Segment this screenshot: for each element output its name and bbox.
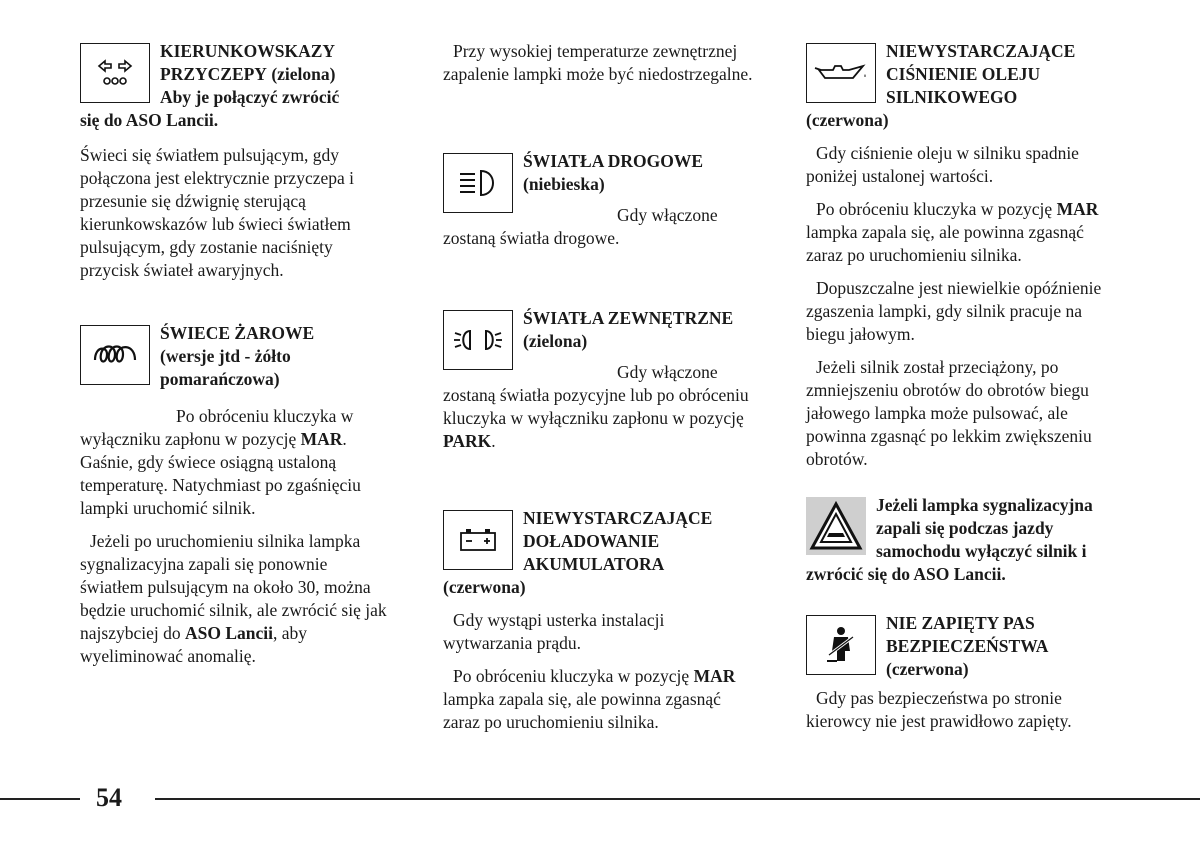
high-beam-paragraph: Gdy włączone zostaną światła drogowe.: [443, 205, 718, 248]
warning-section: [806, 494, 1120, 586]
warning-triangle-icon: [806, 497, 866, 555]
seatbelt-section: [806, 612, 1120, 743]
high-beam-title: ŚWIATŁA DROGOWE: [523, 151, 704, 171]
trailer-indicator-icon: [80, 43, 150, 103]
side-lights-paragraph: Gdy włączone zostaną światła pozycyjne lub po obróceniu kluczyka w wyłączniku zapłonu w pozycję PARK.: [443, 362, 749, 451]
high-beam-color: (niebieska): [523, 174, 605, 194]
battery-title-line2: DOŁADOWANIE: [523, 531, 660, 551]
battery-paragraph-2: Po obróceniu kluczyka w pozycję MAR lampka zapala się, ale powinna zgasnąć zaraz po uruchomieniu silnika.: [443, 666, 736, 732]
temperature-note: Przy wysokiej temperaturze zewnętrznej zapalenie lampki może być niedostrzegalne.: [443, 41, 753, 84]
battery-title-line3: AKUMULATORA: [523, 554, 665, 574]
oil-color: (czerwona): [806, 110, 889, 130]
glow-plug-title: ŚWIECE ŻAROWE: [160, 323, 315, 343]
oil-title-line1: NIEWYSTARCZAJĄCE: [886, 41, 1076, 61]
high-beam-section: [443, 150, 757, 260]
warning-text: Jeżeli lampka sygnalizacyjna zapali się podczas jazdy samochodu wyłączyć silnik i zwrócić się do ASO Lancii.: [806, 495, 1093, 584]
battery-section: [443, 507, 757, 744]
glow-plug-sub-line2: pomarańczowa): [160, 369, 280, 389]
footer-rule-left: [0, 798, 80, 800]
high-beam-icon: [443, 153, 513, 213]
trailer-note-line2: się do ASO Lancii.: [80, 110, 219, 130]
side-lights-title: ŚWIATŁA ZEWNĘTRZNE: [523, 308, 734, 328]
page-number: 54: [96, 783, 122, 812]
trailer-note-line1: Aby je połączyć zwrócić: [160, 87, 340, 107]
battery-paragraph-1: Gdy wystąpi usterka instalacji wytwarzania prądu.: [443, 610, 665, 653]
trailer-title-line1: KIERUNKOWSKAZY: [160, 41, 336, 61]
seatbelt-icon: [806, 615, 876, 675]
trailer-paragraph: Świeci się światłem pulsującym, gdy połączona jest elektrycznie przyczepa i przesunie się dźwignię sterującą kierunkowskazów lub świeci światłem pulsującym, gdy zostanie naciśnięty przycisk świateł awaryjnych.: [80, 145, 355, 280]
side-lights-section: [443, 307, 757, 463]
oil-paragraph-3: Dopuszczalne jest niewielkie opóźnienie zgaszenia lampki, gdy silnik pracuje na biegu jałowym.: [806, 278, 1102, 344]
trailer-title-line2: PRZYCZEPY: [160, 64, 267, 84]
trailer-color: (zielona): [271, 64, 336, 84]
side-lights-color: (zielona): [523, 331, 588, 351]
seatbelt-title-line2: BEZPIECZEŃSTWA: [886, 636, 1049, 656]
glow-plug-icon: [80, 325, 150, 385]
seatbelt-color: (czerwona): [886, 659, 969, 679]
battery-title-line1: NIEWYSTARCZAJĄCE: [523, 508, 713, 528]
battery-icon: [443, 510, 513, 570]
seatbelt-paragraph: Gdy pas bezpieczeństwa po stronie kierowcy nie jest prawidłowo zapięty.: [806, 688, 1072, 731]
seatbelt-title-line1: NIE ZAPIĘTY PAS: [886, 613, 1035, 633]
glow-plug-paragraph-2: Jeżeli po uruchomieniu silnika lampka sygnalizacyjna zapali się ponownie światłem pulsującym na około 30, można będzie uruchomić silnik, ale zwrócić się jak najszybciej do ASO Lancii, aby wyeliminować anomalię.: [80, 531, 387, 666]
oil-pressure-section: [806, 40, 1120, 481]
oil-can-icon: [806, 43, 876, 103]
oil-title-line2: CIŚNIENIE OLEJU: [886, 64, 1041, 84]
oil-paragraph-2: Po obróceniu kluczyka w pozycję MAR lampka zapala się, ale powinna zgasnąć zaraz po uruchomieniu silnika.: [806, 199, 1099, 265]
trailer-indicator-section: [80, 40, 394, 292]
glow-plug-section: [80, 322, 394, 678]
glow-plug-sub-line1: (wersje jtd - żółto: [160, 346, 291, 366]
oil-title-line3: SILNIKOWEGO: [886, 87, 1018, 107]
footer-rule-right: [155, 798, 1200, 800]
glow-plug-paragraph-1: Po obróceniu kluczyka w wyłączniku zapłonu w pozycję MAR. Gaśnie, gdy świece osiągną ustaloną temperaturę. Natychmiast po zgaśnięciu lampki uruchomić silnik.: [80, 406, 361, 518]
side-lights-icon: [443, 310, 513, 370]
battery-color: (czerwona): [443, 577, 526, 597]
oil-paragraph-1: Gdy ciśnienie oleju w silniku spadnie poniżej ustalonej wartości.: [806, 143, 1079, 186]
oil-paragraph-4: Jeżeli silnik został przeciążony, po zmniejszeniu obrotów do obrotów biegu jałowego lampka może pulsować, ale powinna zgasnąć po lekkim zwiększeniu obrotów.: [806, 357, 1092, 469]
